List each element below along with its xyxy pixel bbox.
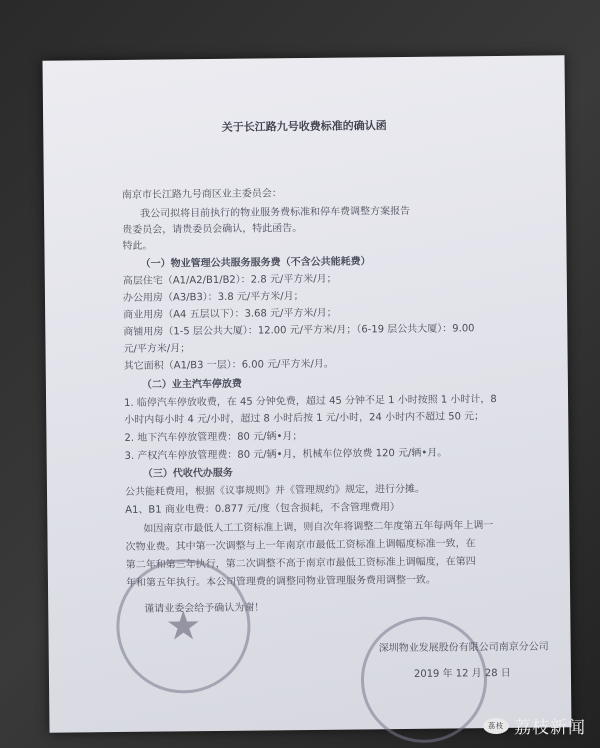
- doc-line: 2. 地下汽车停放管理费：80 元/辆•月；: [124, 431, 303, 444]
- doc-line: 商铺用房（1-5 层公共大厦）：12.00 元/平方米/月；（6-19 层公共大厦）：9.00: [123, 323, 475, 338]
- doc-line: 次物业费。其中第一次调整与上一年南京市最低工资标准上调幅度标准一致，在: [125, 538, 476, 553]
- doc-line: 如因南京市最低人工工资标准上调，则自次年将调整二年度第五年每两年上调一: [143, 520, 494, 535]
- doc-line: 南京市长江路九号商区业主委员会：: [121, 188, 282, 201]
- seal-star-icon: ★: [165, 603, 202, 650]
- doc-line: 公共能耗费用，根据《议事规则》并《管理规约》规定，进行分摊。: [124, 483, 426, 498]
- doc-line: 第二年和第三年执行，第二次调整不高于南京市最低工资标准上调幅度，在第四: [125, 556, 476, 571]
- doc-line: 特此。: [122, 240, 153, 252]
- doc-line: A1、B1 商业电费：0.877 元/度（包含损耗，不含管理费用）: [125, 502, 401, 516]
- doc-line: 我公司拟将目前执行的物业服务费标准和停车费调整方案报告: [140, 205, 411, 220]
- signature-date: 2019 年 12 月 28 日: [413, 667, 511, 680]
- section-heading: （三）代收代办服务: [142, 467, 233, 480]
- lizhi-logo-icon: 荔枝: [483, 718, 509, 734]
- doc-line: 年和第五年执行。本公司管理费的调整同物业管理服务费用调整一致。: [125, 574, 437, 589]
- doc-line: 其它面积（A1/B3 一层）：6.00 元/平方米/月。: [123, 358, 334, 372]
- doc-line: 3. 产权汽车停放管理费：80 元/辆•月，机械车位停放费 120 元/辆•月。: [124, 447, 448, 462]
- doc-line: 办公用房（A3/B3）：3.8 元/平方米/月；: [122, 291, 304, 304]
- document-title: 关于长江路九号收费标准的确认函: [221, 119, 387, 134]
- doc-line: 贵委员会，请贵委员会确认，特此函告。: [122, 223, 303, 236]
- doc-line: 谨请业委会给予确认为谢！: [144, 602, 265, 615]
- signature-company: 深圳物业发展股份有限公司南京分公司: [378, 641, 549, 655]
- doc-line: 商业用房（A4 五层以下）：3.68 元/平方米/月；: [123, 307, 337, 321]
- official-seal: [116, 559, 251, 694]
- doc-line: 小时内每小时 4 元/小时，超过 8 小时后按 1 元/小时，24 小时内不超过 50 元；: [124, 411, 485, 426]
- section-heading: （二）业主汽车停放费: [141, 378, 242, 391]
- doc-line: 高层住宅（A1/A2/B1/B2）：2.8 元/平方米/月；: [122, 273, 337, 287]
- news-watermark: [483, 713, 586, 738]
- section-heading: （一）物业管理公共服务服务费（不含公共能耗费）: [140, 256, 371, 270]
- watermark-text: 荔枝新闻: [514, 718, 586, 738]
- document-body: [42, 55, 571, 732]
- doc-line: 1. 临停汽车停放收费，在 45 分钟免费，超过 45 分钟不足 1 小时按照 1 小时计，8: [124, 394, 497, 409]
- document-paper: [42, 55, 571, 732]
- doc-line: 元/平方米/月；: [123, 343, 191, 355]
